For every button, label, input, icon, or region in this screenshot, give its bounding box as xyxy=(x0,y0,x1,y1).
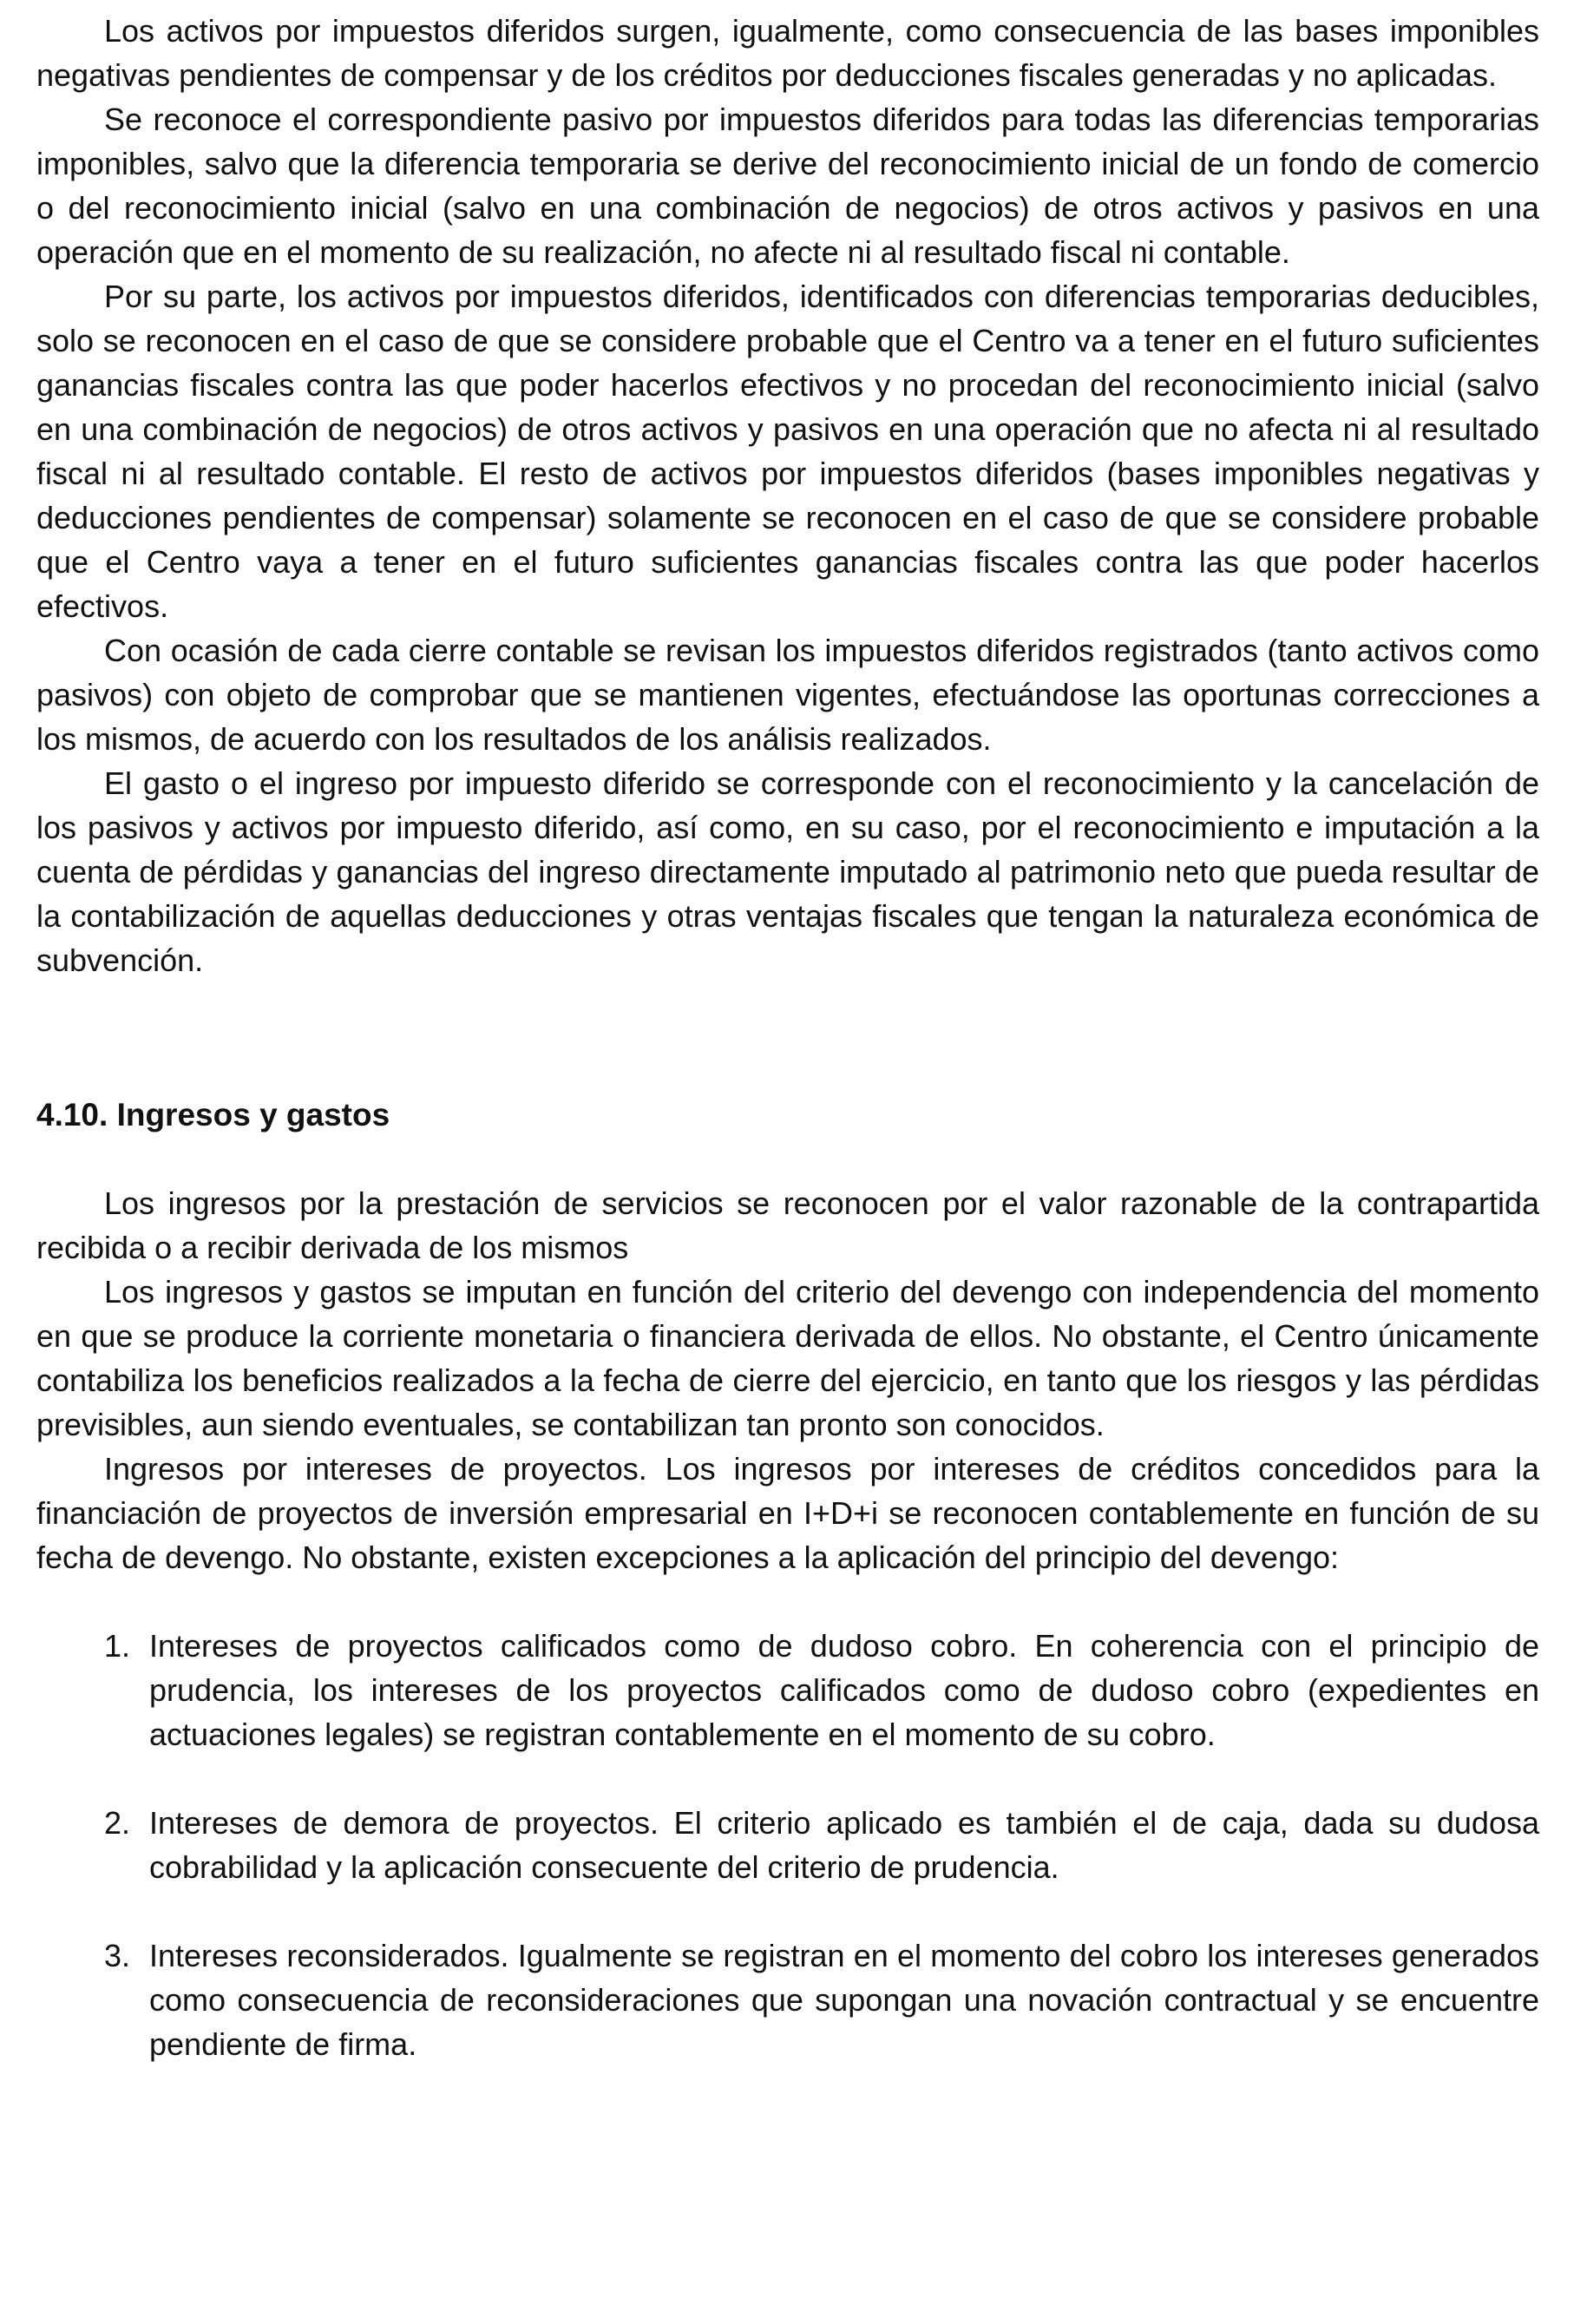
list-item-text: Intereses de proyectos calificados como de dudoso cobro. En coherencia con el principio de prudencia, los intereses de los proyectos calificados como de dudoso cobro (expedientes en actuaciones legales) se registran contablemente en el momento de su cobro. xyxy=(149,1628,1539,1752)
list-item xyxy=(36,1801,1539,1889)
list-item-text: Intereses de demora de proyectos. El criterio aplicado es también el de caja, dada su dudosa cobrabilidad y la aplicación consecuente del criterio de prudencia. xyxy=(149,1805,1539,1885)
paragraph-year-end-review: Con ocasión de cada cierre contable se revisan los impuestos diferidos registrados (tanto activos como pasivos) con objeto de comprobar que se mantienen vigentes, efectuándose las oportunas correcciones a los mismos, de acuerdo con los resultados de los análisis realizados. xyxy=(36,633,1539,757)
list-item-number: 3. xyxy=(104,1938,131,1973)
paragraph-deferred-tax-assets-origin: Los activos por impuestos diferidos surgen, igualmente, como consecuencia de las bases imponibles negativas pendientes de compensar y de los créditos por deducciones fiscales generadas y no aplicadas. xyxy=(36,13,1539,93)
paragraph-accrual-criterion: Los ingresos y gastos se imputan en función del criterio del devengo con independencia del momento en que se produce la corriente monetaria o financiera derivada de ellos. No obstante, el Centro únicamente contabiliza los beneficios realizados a la fecha de cierre del ejercicio, en tanto que los riesgos y las pérdidas previsibles, aun siendo eventuales, se contabilizan tan pronto son conocidos. xyxy=(36,1274,1539,1442)
paragraph-deferred-tax-liability: Se reconoce el correspondiente pasivo por impuestos diferidos para todas las diferencias temporarias imponibles, salvo que la diferencia temporaria se derive del reconocimiento inicial de un fondo de comercio o del reconocimiento inicial (salvo en una combinación de negocios) de otros activos y pasivos en una operación que en el momento de su realización, no afecte ni al resultado fiscal ni contable. xyxy=(36,102,1539,270)
document-page xyxy=(36,9,1539,2066)
exceptions-list xyxy=(36,1624,1539,2066)
paragraph-service-revenue: Los ingresos por la prestación de servicios se reconocen por el valor razonable de la contrapartida recibida o a recibir derivada de los mismos xyxy=(36,1185,1539,1265)
list-item xyxy=(36,1933,1539,2066)
list-item-number: 2. xyxy=(104,1805,131,1841)
list-item-text: Intereses reconsiderados. Igualmente se registran en el momento del cobro los intereses generados como consecuencia de reconsideraciones que supongan una novación contractual y se encuentre pendiente de firma. xyxy=(149,1938,1539,2062)
paragraph-deferred-tax-expense: El gasto o el ingreso por impuesto diferido se corresponde con el reconocimiento y la cancelación de los pasivos y activos por impuesto diferido, así como, en su caso, por el reconocimiento e imputación a la cuenta de pérdidas y ganancias del ingreso directamente imputado al patrimonio neto que pueda resultar de la contabilización de aquellas deducciones y otras ventajas fiscales que tengan la naturaleza económica de subvención. xyxy=(36,765,1539,978)
paragraph-project-interest: Ingresos por intereses de proyectos. Los ingresos por intereses de créditos concedidos para la financiación de proyectos de inversión empresarial en I+D+i se reconocen contablemente en función de su fecha de devengo. No obstante, existen excepciones a la aplicación del principio del devengo: xyxy=(36,1451,1539,1575)
section-heading: 4.10. Ingresos y gastos xyxy=(36,1097,390,1132)
heading-spacer xyxy=(36,1137,1539,1181)
paragraph-deferred-tax-assets-recognition: Por su parte, los activos por impuestos diferidos, identificados con diferencias temporarias deducibles, solo se reconocen en el caso de que se considere probable que el Centro va a tener en el futuro suficientes ganancias fiscales contra las que poder hacerlos efectivos y no procedan del reconocimiento inicial (salvo en una combinación de negocios) de otros activos y pasivos en una operación que no afecta ni al resultado fiscal ni al resultado contable. El resto de activos por impuestos diferidos (bases imponibles negativas y deducciones pendientes de compensar) solamente se reconocen en el caso de que se considere probable que el Centro vaya a tener en el futuro suficientes ganancias fiscales contra las que poder hacerlos efectivos. xyxy=(36,279,1539,624)
list-item-number: 1. xyxy=(104,1628,131,1664)
section-spacer xyxy=(36,982,1539,1093)
list-item xyxy=(36,1624,1539,1756)
list-spacer xyxy=(36,1579,1539,1624)
